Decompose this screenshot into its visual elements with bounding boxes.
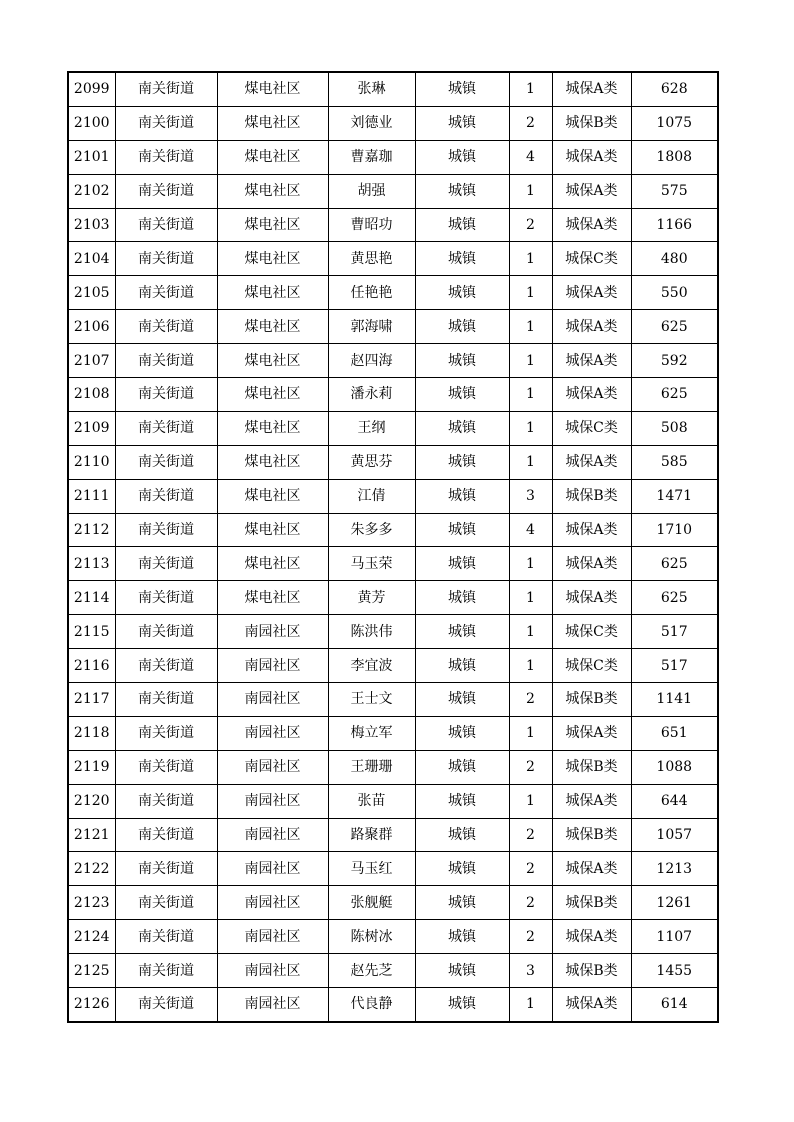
table-row — [68, 954, 718, 988]
household-type-cell: 城镇 — [415, 276, 509, 310]
community-cell: 南园社区 — [217, 852, 328, 886]
street-cell: 南关街道 — [115, 988, 217, 1022]
street-cell: 南关街道 — [115, 344, 217, 378]
serial-number-cell: 2123 — [68, 886, 115, 920]
household-size-cell: 1 — [509, 310, 552, 344]
household-type-cell: 城镇 — [415, 649, 509, 683]
serial-number-cell: 2106 — [68, 310, 115, 344]
category-cell: 城保A类 — [552, 581, 631, 615]
category-cell: 城保A类 — [552, 174, 631, 208]
street-cell: 南关街道 — [115, 174, 217, 208]
street-cell: 南关街道 — [115, 513, 217, 547]
table-row — [68, 581, 718, 615]
community-cell: 南园社区 — [217, 920, 328, 954]
household-type-cell: 城镇 — [415, 310, 509, 344]
street-cell: 南关街道 — [115, 750, 217, 784]
household-size-cell: 1 — [509, 649, 552, 683]
amount-cell: 644 — [631, 784, 718, 818]
serial-number-cell: 2117 — [68, 683, 115, 717]
street-cell: 南关街道 — [115, 852, 217, 886]
street-cell: 南关街道 — [115, 547, 217, 581]
household-type-cell: 城镇 — [415, 954, 509, 988]
serial-number-cell: 2105 — [68, 276, 115, 310]
table-row — [68, 547, 718, 581]
community-cell: 煤电社区 — [217, 445, 328, 479]
name-cell: 梅立军 — [328, 716, 415, 750]
community-cell: 煤电社区 — [217, 242, 328, 276]
category-cell: 城保C类 — [552, 411, 631, 445]
amount-cell: 625 — [631, 547, 718, 581]
serial-number-cell: 2114 — [68, 581, 115, 615]
serial-number-cell: 2112 — [68, 513, 115, 547]
name-cell: 马玉红 — [328, 852, 415, 886]
amount-cell: 592 — [631, 344, 718, 378]
household-size-cell: 1 — [509, 988, 552, 1022]
amount-cell: 1213 — [631, 852, 718, 886]
street-cell: 南关街道 — [115, 581, 217, 615]
table-row — [68, 615, 718, 649]
table-row — [68, 649, 718, 683]
category-cell: 城保A类 — [552, 988, 631, 1022]
amount-cell: 1088 — [631, 750, 718, 784]
street-cell: 南关街道 — [115, 242, 217, 276]
household-size-cell: 1 — [509, 716, 552, 750]
amount-cell: 517 — [631, 649, 718, 683]
serial-number-cell: 2125 — [68, 954, 115, 988]
name-cell: 马玉荣 — [328, 547, 415, 581]
household-size-cell: 1 — [509, 276, 552, 310]
street-cell: 南关街道 — [115, 716, 217, 750]
name-cell: 朱多多 — [328, 513, 415, 547]
street-cell: 南关街道 — [115, 886, 217, 920]
amount-cell: 480 — [631, 242, 718, 276]
community-cell: 南园社区 — [217, 750, 328, 784]
name-cell: 王珊珊 — [328, 750, 415, 784]
serial-number-cell: 2103 — [68, 208, 115, 242]
name-cell: 胡强 — [328, 174, 415, 208]
category-cell: 城保A类 — [552, 378, 631, 412]
table-row — [68, 208, 718, 242]
household-type-cell: 城镇 — [415, 140, 509, 174]
household-size-cell: 2 — [509, 818, 552, 852]
name-cell: 路聚群 — [328, 818, 415, 852]
amount-cell: 1455 — [631, 954, 718, 988]
amount-cell: 625 — [631, 581, 718, 615]
household-size-cell: 1 — [509, 174, 552, 208]
community-cell: 南园社区 — [217, 886, 328, 920]
street-cell: 南关街道 — [115, 72, 217, 106]
serial-number-cell: 2124 — [68, 920, 115, 954]
name-cell: 江倩 — [328, 479, 415, 513]
amount-cell: 1141 — [631, 683, 718, 717]
serial-number-cell: 2109 — [68, 411, 115, 445]
amount-cell: 517 — [631, 615, 718, 649]
household-size-cell: 1 — [509, 615, 552, 649]
category-cell: 城保C类 — [552, 649, 631, 683]
community-cell: 煤电社区 — [217, 378, 328, 412]
name-cell: 张舰艇 — [328, 886, 415, 920]
table-row — [68, 920, 718, 954]
community-cell: 南园社区 — [217, 683, 328, 717]
household-size-cell: 2 — [509, 852, 552, 886]
table-row — [68, 310, 718, 344]
amount-cell: 508 — [631, 411, 718, 445]
household-size-cell: 2 — [509, 920, 552, 954]
community-cell: 煤电社区 — [217, 513, 328, 547]
household-type-cell: 城镇 — [415, 750, 509, 784]
community-cell: 南园社区 — [217, 784, 328, 818]
table-row — [68, 988, 718, 1022]
table-row — [68, 479, 718, 513]
community-cell: 煤电社区 — [217, 72, 328, 106]
name-cell: 陈树冰 — [328, 920, 415, 954]
household-size-cell: 1 — [509, 344, 552, 378]
household-size-cell: 1 — [509, 242, 552, 276]
street-cell: 南关街道 — [115, 649, 217, 683]
serial-number-cell: 2116 — [68, 649, 115, 683]
category-cell: 城保A类 — [552, 547, 631, 581]
serial-number-cell: 2118 — [68, 716, 115, 750]
household-size-cell: 2 — [509, 208, 552, 242]
table-row — [68, 174, 718, 208]
amount-cell: 614 — [631, 988, 718, 1022]
household-size-cell: 1 — [509, 784, 552, 818]
table-row — [68, 411, 718, 445]
category-cell: 城保A类 — [552, 344, 631, 378]
name-cell: 赵四海 — [328, 344, 415, 378]
category-cell: 城保A类 — [552, 513, 631, 547]
household-type-cell: 城镇 — [415, 615, 509, 649]
name-cell: 刘德业 — [328, 106, 415, 140]
category-cell: 城保A类 — [552, 852, 631, 886]
community-cell: 南园社区 — [217, 716, 328, 750]
amount-cell: 628 — [631, 72, 718, 106]
household-type-cell: 城镇 — [415, 513, 509, 547]
amount-cell: 625 — [631, 310, 718, 344]
community-cell: 煤电社区 — [217, 310, 328, 344]
household-type-cell: 城镇 — [415, 208, 509, 242]
name-cell: 黄思芬 — [328, 445, 415, 479]
category-cell: 城保A类 — [552, 208, 631, 242]
name-cell: 曹嘉珈 — [328, 140, 415, 174]
amount-cell: 1471 — [631, 479, 718, 513]
table-row — [68, 886, 718, 920]
table-row — [68, 276, 718, 310]
serial-number-cell: 2101 — [68, 140, 115, 174]
community-cell: 煤电社区 — [217, 106, 328, 140]
street-cell: 南关街道 — [115, 954, 217, 988]
name-cell: 黄芳 — [328, 581, 415, 615]
street-cell: 南关街道 — [115, 140, 217, 174]
household-size-cell: 2 — [509, 106, 552, 140]
name-cell: 王士文 — [328, 683, 415, 717]
household-type-cell: 城镇 — [415, 988, 509, 1022]
household-size-cell: 2 — [509, 886, 552, 920]
serial-number-cell: 2104 — [68, 242, 115, 276]
serial-number-cell: 2122 — [68, 852, 115, 886]
household-size-cell: 4 — [509, 140, 552, 174]
street-cell: 南关街道 — [115, 276, 217, 310]
household-type-cell: 城镇 — [415, 920, 509, 954]
household-size-cell: 2 — [509, 750, 552, 784]
name-cell: 曹昭功 — [328, 208, 415, 242]
community-cell: 煤电社区 — [217, 581, 328, 615]
table-row — [68, 140, 718, 174]
category-cell: 城保C类 — [552, 242, 631, 276]
household-type-cell: 城镇 — [415, 581, 509, 615]
table-row — [68, 72, 718, 106]
street-cell: 南关街道 — [115, 208, 217, 242]
household-type-cell: 城镇 — [415, 784, 509, 818]
community-cell: 南园社区 — [217, 818, 328, 852]
table-row — [68, 750, 718, 784]
category-cell: 城保A类 — [552, 140, 631, 174]
amount-cell: 1107 — [631, 920, 718, 954]
name-cell: 黄思艳 — [328, 242, 415, 276]
community-cell: 煤电社区 — [217, 140, 328, 174]
street-cell: 南关街道 — [115, 411, 217, 445]
category-cell: 城保C类 — [552, 615, 631, 649]
table-row — [68, 818, 718, 852]
table-body — [68, 72, 718, 1022]
street-cell: 南关街道 — [115, 445, 217, 479]
serial-number-cell: 2111 — [68, 479, 115, 513]
household-type-cell: 城镇 — [415, 242, 509, 276]
amount-cell: 1808 — [631, 140, 718, 174]
street-cell: 南关街道 — [115, 615, 217, 649]
household-size-cell: 1 — [509, 72, 552, 106]
household-size-cell: 3 — [509, 954, 552, 988]
household-size-cell: 1 — [509, 581, 552, 615]
household-type-cell: 城镇 — [415, 445, 509, 479]
household-type-cell: 城镇 — [415, 852, 509, 886]
serial-number-cell: 2121 — [68, 818, 115, 852]
name-cell: 潘永莉 — [328, 378, 415, 412]
community-cell: 南园社区 — [217, 615, 328, 649]
community-cell: 煤电社区 — [217, 174, 328, 208]
category-cell: 城保B类 — [552, 750, 631, 784]
street-cell: 南关街道 — [115, 818, 217, 852]
category-cell: 城保B类 — [552, 479, 631, 513]
household-size-cell: 4 — [509, 513, 552, 547]
street-cell: 南关街道 — [115, 683, 217, 717]
category-cell: 城保B类 — [552, 106, 631, 140]
table-row — [68, 242, 718, 276]
category-cell: 城保A类 — [552, 716, 631, 750]
category-cell: 城保B类 — [552, 886, 631, 920]
street-cell: 南关街道 — [115, 784, 217, 818]
table-row — [68, 378, 718, 412]
serial-number-cell: 2100 — [68, 106, 115, 140]
table-row — [68, 683, 718, 717]
serial-number-cell: 2107 — [68, 344, 115, 378]
serial-number-cell: 2108 — [68, 378, 115, 412]
street-cell: 南关街道 — [115, 479, 217, 513]
category-cell: 城保B类 — [552, 954, 631, 988]
amount-cell: 1710 — [631, 513, 718, 547]
household-type-cell: 城镇 — [415, 547, 509, 581]
name-cell: 代良静 — [328, 988, 415, 1022]
amount-cell: 575 — [631, 174, 718, 208]
street-cell: 南关街道 — [115, 310, 217, 344]
community-cell: 煤电社区 — [217, 276, 328, 310]
street-cell: 南关街道 — [115, 378, 217, 412]
household-size-cell: 1 — [509, 445, 552, 479]
table-row — [68, 784, 718, 818]
serial-number-cell: 2126 — [68, 988, 115, 1022]
amount-cell: 1075 — [631, 106, 718, 140]
household-type-cell: 城镇 — [415, 174, 509, 208]
amount-cell: 550 — [631, 276, 718, 310]
category-cell: 城保A类 — [552, 72, 631, 106]
category-cell: 城保B类 — [552, 683, 631, 717]
serial-number-cell: 2120 — [68, 784, 115, 818]
amount-cell: 585 — [631, 445, 718, 479]
community-cell: 煤电社区 — [217, 208, 328, 242]
household-type-cell: 城镇 — [415, 818, 509, 852]
household-type-cell: 城镇 — [415, 716, 509, 750]
household-type-cell: 城镇 — [415, 378, 509, 412]
table-row — [68, 445, 718, 479]
community-cell: 南园社区 — [217, 649, 328, 683]
community-cell: 南园社区 — [217, 954, 328, 988]
name-cell: 陈洪伟 — [328, 615, 415, 649]
household-type-cell: 城镇 — [415, 344, 509, 378]
table-row — [68, 344, 718, 378]
community-cell: 煤电社区 — [217, 344, 328, 378]
serial-number-cell: 2115 — [68, 615, 115, 649]
household-type-cell: 城镇 — [415, 886, 509, 920]
household-type-cell: 城镇 — [415, 72, 509, 106]
amount-cell: 651 — [631, 716, 718, 750]
household-size-cell: 1 — [509, 411, 552, 445]
beneficiary-table — [67, 71, 719, 1023]
category-cell: 城保A类 — [552, 276, 631, 310]
community-cell: 南园社区 — [217, 988, 328, 1022]
table-row — [68, 106, 718, 140]
name-cell: 任艳艳 — [328, 276, 415, 310]
serial-number-cell: 2110 — [68, 445, 115, 479]
name-cell: 李宜波 — [328, 649, 415, 683]
household-size-cell: 1 — [509, 547, 552, 581]
household-type-cell: 城镇 — [415, 479, 509, 513]
category-cell: 城保A类 — [552, 784, 631, 818]
household-size-cell: 2 — [509, 683, 552, 717]
category-cell: 城保A类 — [552, 310, 631, 344]
name-cell: 王纲 — [328, 411, 415, 445]
serial-number-cell: 2102 — [68, 174, 115, 208]
household-size-cell: 1 — [509, 378, 552, 412]
category-cell: 城保A类 — [552, 920, 631, 954]
community-cell: 煤电社区 — [217, 411, 328, 445]
table-row — [68, 852, 718, 886]
amount-cell: 1166 — [631, 208, 718, 242]
amount-cell: 625 — [631, 378, 718, 412]
name-cell: 赵先芝 — [328, 954, 415, 988]
street-cell: 南关街道 — [115, 920, 217, 954]
name-cell: 张琳 — [328, 72, 415, 106]
category-cell: 城保B类 — [552, 818, 631, 852]
name-cell: 郭海啸 — [328, 310, 415, 344]
serial-number-cell: 2119 — [68, 750, 115, 784]
household-type-cell: 城镇 — [415, 683, 509, 717]
serial-number-cell: 2099 — [68, 72, 115, 106]
community-cell: 煤电社区 — [217, 479, 328, 513]
household-size-cell: 3 — [509, 479, 552, 513]
category-cell: 城保A类 — [552, 445, 631, 479]
amount-cell: 1057 — [631, 818, 718, 852]
household-type-cell: 城镇 — [415, 106, 509, 140]
serial-number-cell: 2113 — [68, 547, 115, 581]
table-row — [68, 513, 718, 547]
amount-cell: 1261 — [631, 886, 718, 920]
household-type-cell: 城镇 — [415, 411, 509, 445]
street-cell: 南关街道 — [115, 106, 217, 140]
table-row — [68, 716, 718, 750]
community-cell: 煤电社区 — [217, 547, 328, 581]
name-cell: 张苗 — [328, 784, 415, 818]
